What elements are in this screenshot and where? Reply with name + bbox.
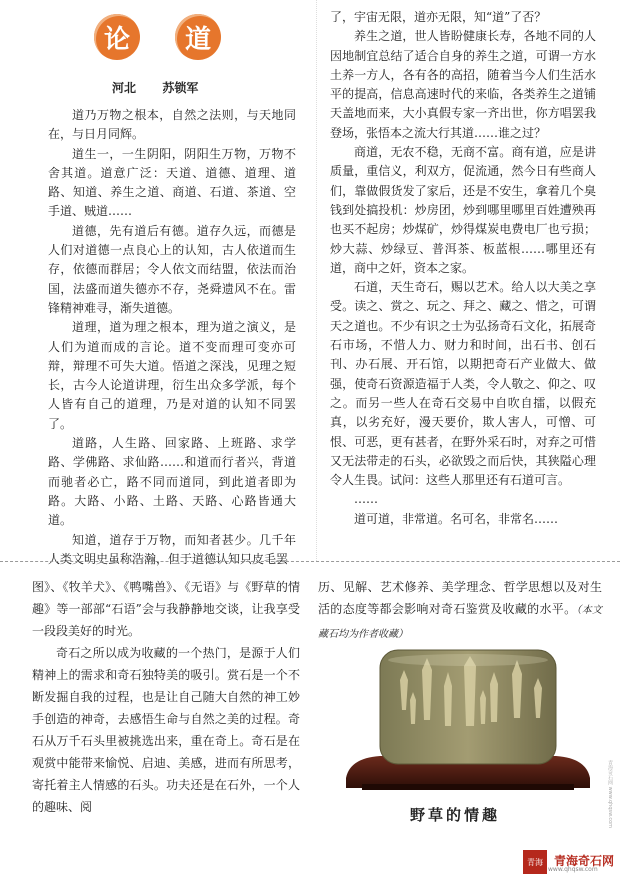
bottom-right-column	[318, 576, 602, 646]
bottom-left-column	[32, 576, 300, 818]
paragraph: 知道，道存于万物，而知者甚少。几千年人类文明史虽称浩瀚，但于道德认知只皮毛罢	[48, 532, 296, 566]
stone-image	[340, 640, 596, 800]
paragraph: ……	[354, 492, 378, 507]
stone-photo	[340, 640, 596, 800]
paragraph: 道可道，非常道。名可名，非常名……	[354, 511, 559, 526]
paragraph: 道生一，一生阴阳，阴阳生万物，万物不舍其道。道意广泛：天道、道德、道理、道路、知道、养生之道、商道、石道、茶道、空手道、贼道……	[48, 146, 296, 219]
image-caption: 野草的情趣	[410, 806, 501, 824]
byline	[112, 79, 198, 96]
right-column	[330, 8, 596, 529]
paragraph: 商道，无农不稳，无商不富。商有道，应是讲质量，重信义，利双方，促流通，然今日有些商人们，靠做假货发了家后，还是不安生，拿着几个臭钱到处搞投机：炒房团，炒到哪里哪里百姓遭殃再也买不起房；炒煤矿，炒得煤炭电费电厂也亏损；炒大蒜、炒绿豆、普洱茶、板蓝根……哪里还有道，商中之奸，资本之家。	[330, 145, 596, 275]
side-watermark: 青海奇石网 www.qhqsw.com	[607, 760, 613, 829]
title-char-2: 道	[175, 14, 221, 60]
paragraph: 了，宇宙无限，道亦无限，知“道”了否？	[330, 10, 547, 24]
column-separator	[316, 0, 317, 561]
paragraph	[318, 576, 602, 646]
site-url: www.qhqsw.com	[548, 866, 598, 873]
paragraph-text: 历、见解、艺术修养、美学理念、哲学思想以及对生活的态度等都会影响对奇石鉴赏及收藏的水平。	[318, 580, 602, 616]
site-seal-logo: 青海	[523, 850, 547, 874]
title-char-1: 论	[94, 14, 140, 60]
paragraph: 道路，人生路、回家路、上班路、求学路、学佛路、求仙路……和道而行者兴，背道而驰者必亡，路不同而道同，到此道者即为路。大路、小路、土路、天路、心路皆通大道。	[48, 436, 296, 528]
section-divider	[0, 561, 620, 562]
byline-region: 河北	[112, 81, 137, 95]
paragraph: 图》、《牧羊犬》、《鸭嘴兽》、《无语》与《野草的情趣》等一部部“石语”会与我静静地交谈，让我享受一段段美好的时光。	[32, 580, 300, 638]
paragraph: 道乃万物之根本，自然之法则，与天地同在，与日月同辉。	[48, 108, 296, 142]
left-column	[48, 106, 296, 569]
paragraph: 石道，天生奇石，赐以艺术。给人以大美之享受。读之、赏之、玩之、拜之、藏之、惜之，可谓天之道也。不少有识之士为弘扬奇石文化，拓展奇石市场，不惜人力、财力和时间，出石书、创石刊、办石展、开石馆，以期把奇石产业做大、做强，使奇石资源造福于人类，令人敬之、仰之、叹之。而另一些人在奇石交易中自吹自擂，以假充真，以劣充好，漫天要价，欺人害人，可憎、可恨、可恶，更有甚者，在野外采石时，对弃之可惜又无法带走的石头，必欲毁之而后快，其狭隘心理令人生畏。试问：这些人那里还有石道可言。	[330, 280, 596, 488]
byline-author: 苏锁军	[162, 81, 199, 95]
paragraph: 道理，道为理之根本，理为道之演义，是人们为道而成的言论。道不变而理可变亦可辩，辩理不可失大道。悟道之深浅，见理之短长，古今人论道讲理，衍生出众多学派，每个人皆有自己的道理，乃是对道的认知不同罢了。	[48, 320, 296, 431]
paragraph: 奇石之所以成为收藏的一个热门，是源于人们精神上的需求和奇石独特美的吸引。赏石是一个不断发掘自我的过程，也是让自己随大自然的神工妙手创造的神奇，去感悟生命与自然之美的过程。奇石从万千石头里被挑选出来，重在奇上。奇石是在观赏中能带来愉悦、启迪、美感，进而有所思考，寄托着主人情感的石头。功夫还是在石外，一个人的趣味、阅	[32, 646, 300, 814]
site-name: 青海奇石网	[554, 854, 615, 868]
paragraph: 道德，先有道后有德。道存久远，而德是人们对道德一点良心上的认知，古人依道而生存，依德而群居；令人依文而结盟，依法而治国，法盛而道失德亦不存，尧舜遗风不在。雷锋精神难寻，渐失道德。	[48, 223, 296, 315]
paragraph: 养生之道，世人皆盼健康长寿，各地不同的人因地制宜总结了适合自身的养生之道，可谓一方水土养一方人，各有各的高招，随着当今人们生活水平的提高，信息高速时代的来临，各类养生之道铺天盖地而来，大小真假专家一齐出世，你方唱罢我登场，张悟本之流大行其道……谁之过？	[330, 29, 596, 140]
collection-note: （本文藏石均为作者收藏）	[318, 605, 602, 640]
